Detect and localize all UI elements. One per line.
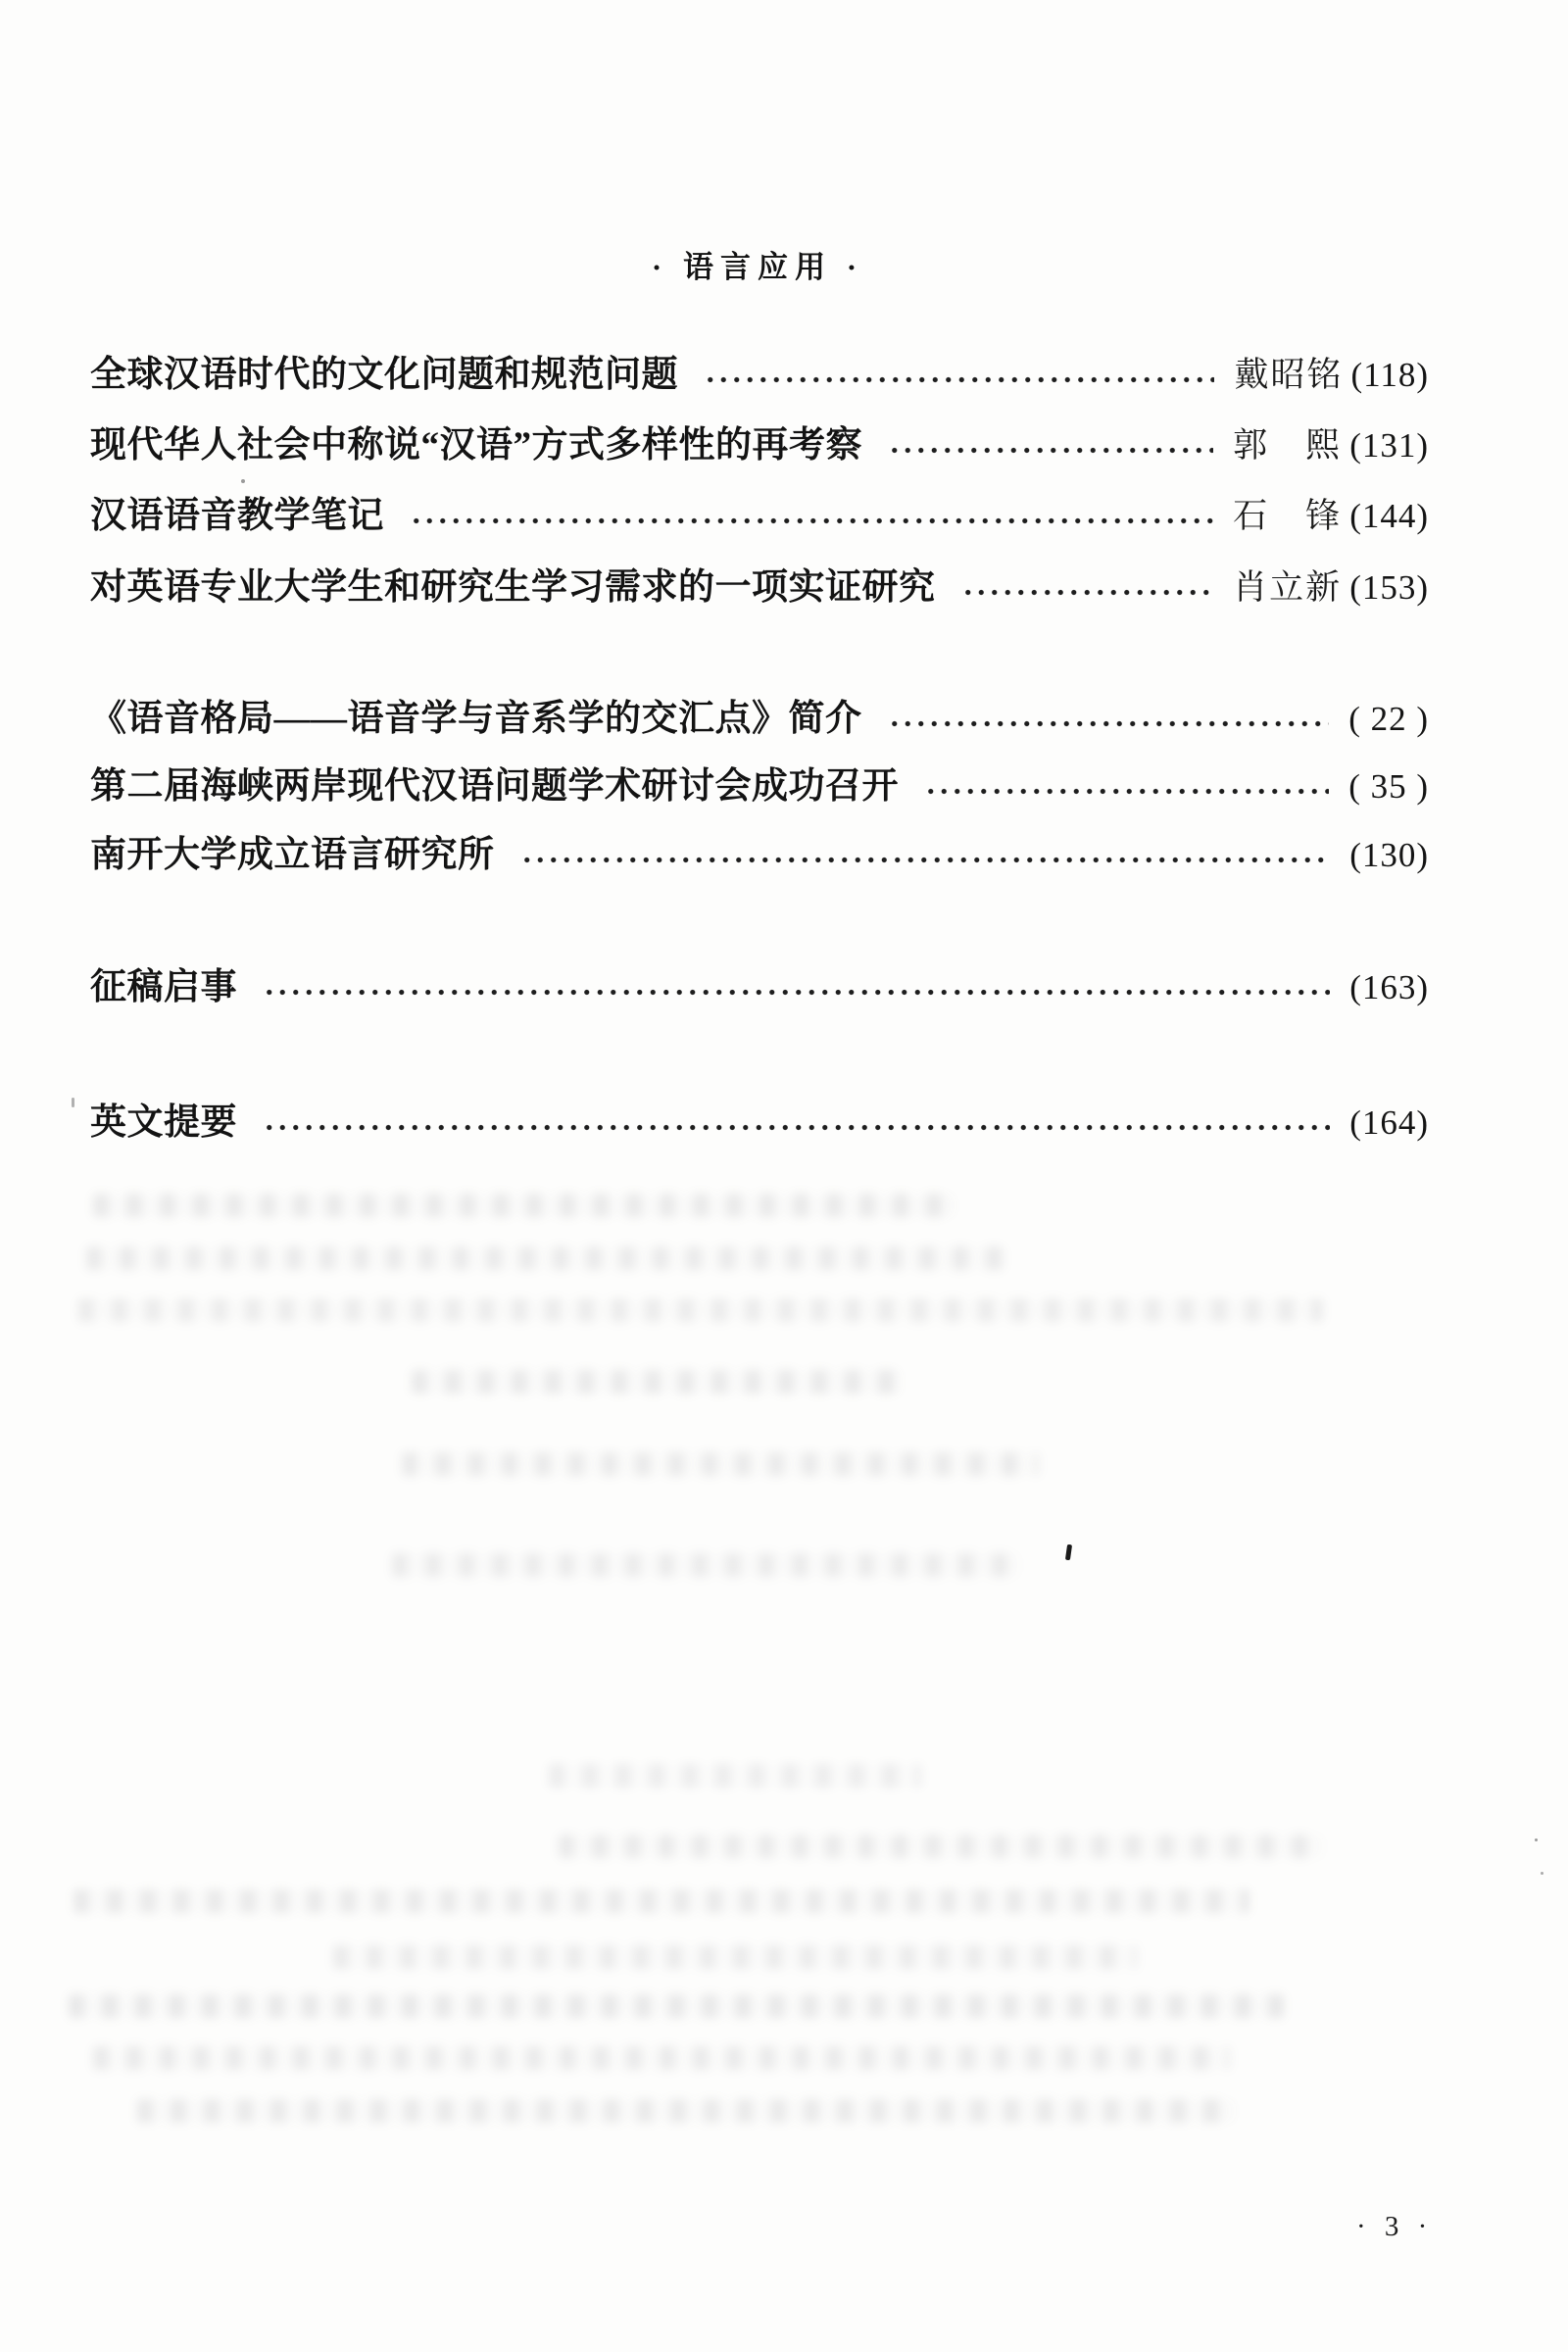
dotted-leader [520,842,1331,878]
dotted-leader [961,574,1214,611]
toc-entry-author: 肖立新 [1233,568,1343,607]
bleed-through-artifact [412,1370,902,1394]
bleed-through-artifact [402,1452,1039,1476]
toc-entry-author: 戴昭铭 [1234,356,1344,394]
footer-page-number: · 3 · [1356,2211,1434,2242]
toc-entry-title: 汉语语音教学笔记 [90,496,384,536]
ink-speck [72,1098,74,1107]
bleed-through-artifact [333,1945,1137,1969]
toc-entry-author: 石 锋 [1233,497,1343,535]
toc-entry [90,424,1429,468]
bleed-through-artifact [74,1889,1250,1913]
toc-entry-page: ( 35 ) [1348,767,1429,806]
dotted-leader [704,362,1214,398]
toc-entry [90,495,1429,539]
dotted-leader [924,773,1329,809]
toc-entry-title: 《语音格局——语音学与音系学的交汇点》简介 [90,699,862,739]
toc-entry-page: (130) [1349,836,1429,874]
toc-entry [90,354,1429,398]
bleed-through-artifact [392,1553,1019,1577]
toc-entry [90,966,1429,1010]
ink-speck [1535,1838,1538,1841]
dotted-leader [888,706,1330,742]
toc-entry-page: (164) [1349,1103,1429,1142]
toc-entry-title: 现代华人社会中称说“汉语”方式多样性的再考察 [90,425,862,466]
bleed-through-artifact [78,1298,1323,1322]
ink-speck [1541,1872,1544,1875]
toc-entry [90,1102,1429,1146]
toc-entry-page: (144) [1349,497,1429,535]
bleed-through-artifact [137,2099,1235,2123]
dotted-leader [410,503,1213,539]
toc-entry [90,698,1429,742]
section-header: · 语言应用 · [651,250,864,284]
toc-entry-title: 全球汉语时代的文化问题和规范问题 [90,355,678,395]
ink-speck [241,479,245,483]
toc-entry-title: 征稿启事 [90,967,237,1007]
bleed-through-artifact [69,1994,1284,2018]
toc-entry-title: 对英语专业大学生和研究生学习需求的一项实证研究 [90,567,936,608]
toc-entry-title: 英文提要 [90,1102,237,1143]
toc-entry-page: (163) [1349,968,1429,1006]
bleed-through-artifact [549,1764,921,1788]
toc-entry [90,566,1429,611]
bleed-through-artifact [86,1247,1007,1270]
toc-entry-author: 郭 熙 [1233,426,1343,465]
toc-entry-page: (131) [1349,426,1429,465]
ink-speck [1065,1544,1072,1561]
bleed-through-artifact [93,1194,956,1217]
toc-entry-page: ( 22 ) [1348,700,1429,738]
dotted-leader [263,1109,1330,1146]
toc-entry-title: 第二届海峡两岸现代汉语问题学术研讨会成功召开 [90,766,899,807]
toc-entry [90,834,1429,878]
dotted-leader [263,974,1330,1010]
toc-entry [90,765,1429,809]
dotted-leader [888,432,1213,468]
bleed-through-artifact [559,1835,1323,1858]
toc-entry-title: 南开大学成立语言研究所 [90,835,495,875]
bleed-through-artifact [93,2046,1230,2070]
toc-entry-page: (153) [1349,568,1429,607]
toc-entry-page: (118) [1350,356,1429,394]
